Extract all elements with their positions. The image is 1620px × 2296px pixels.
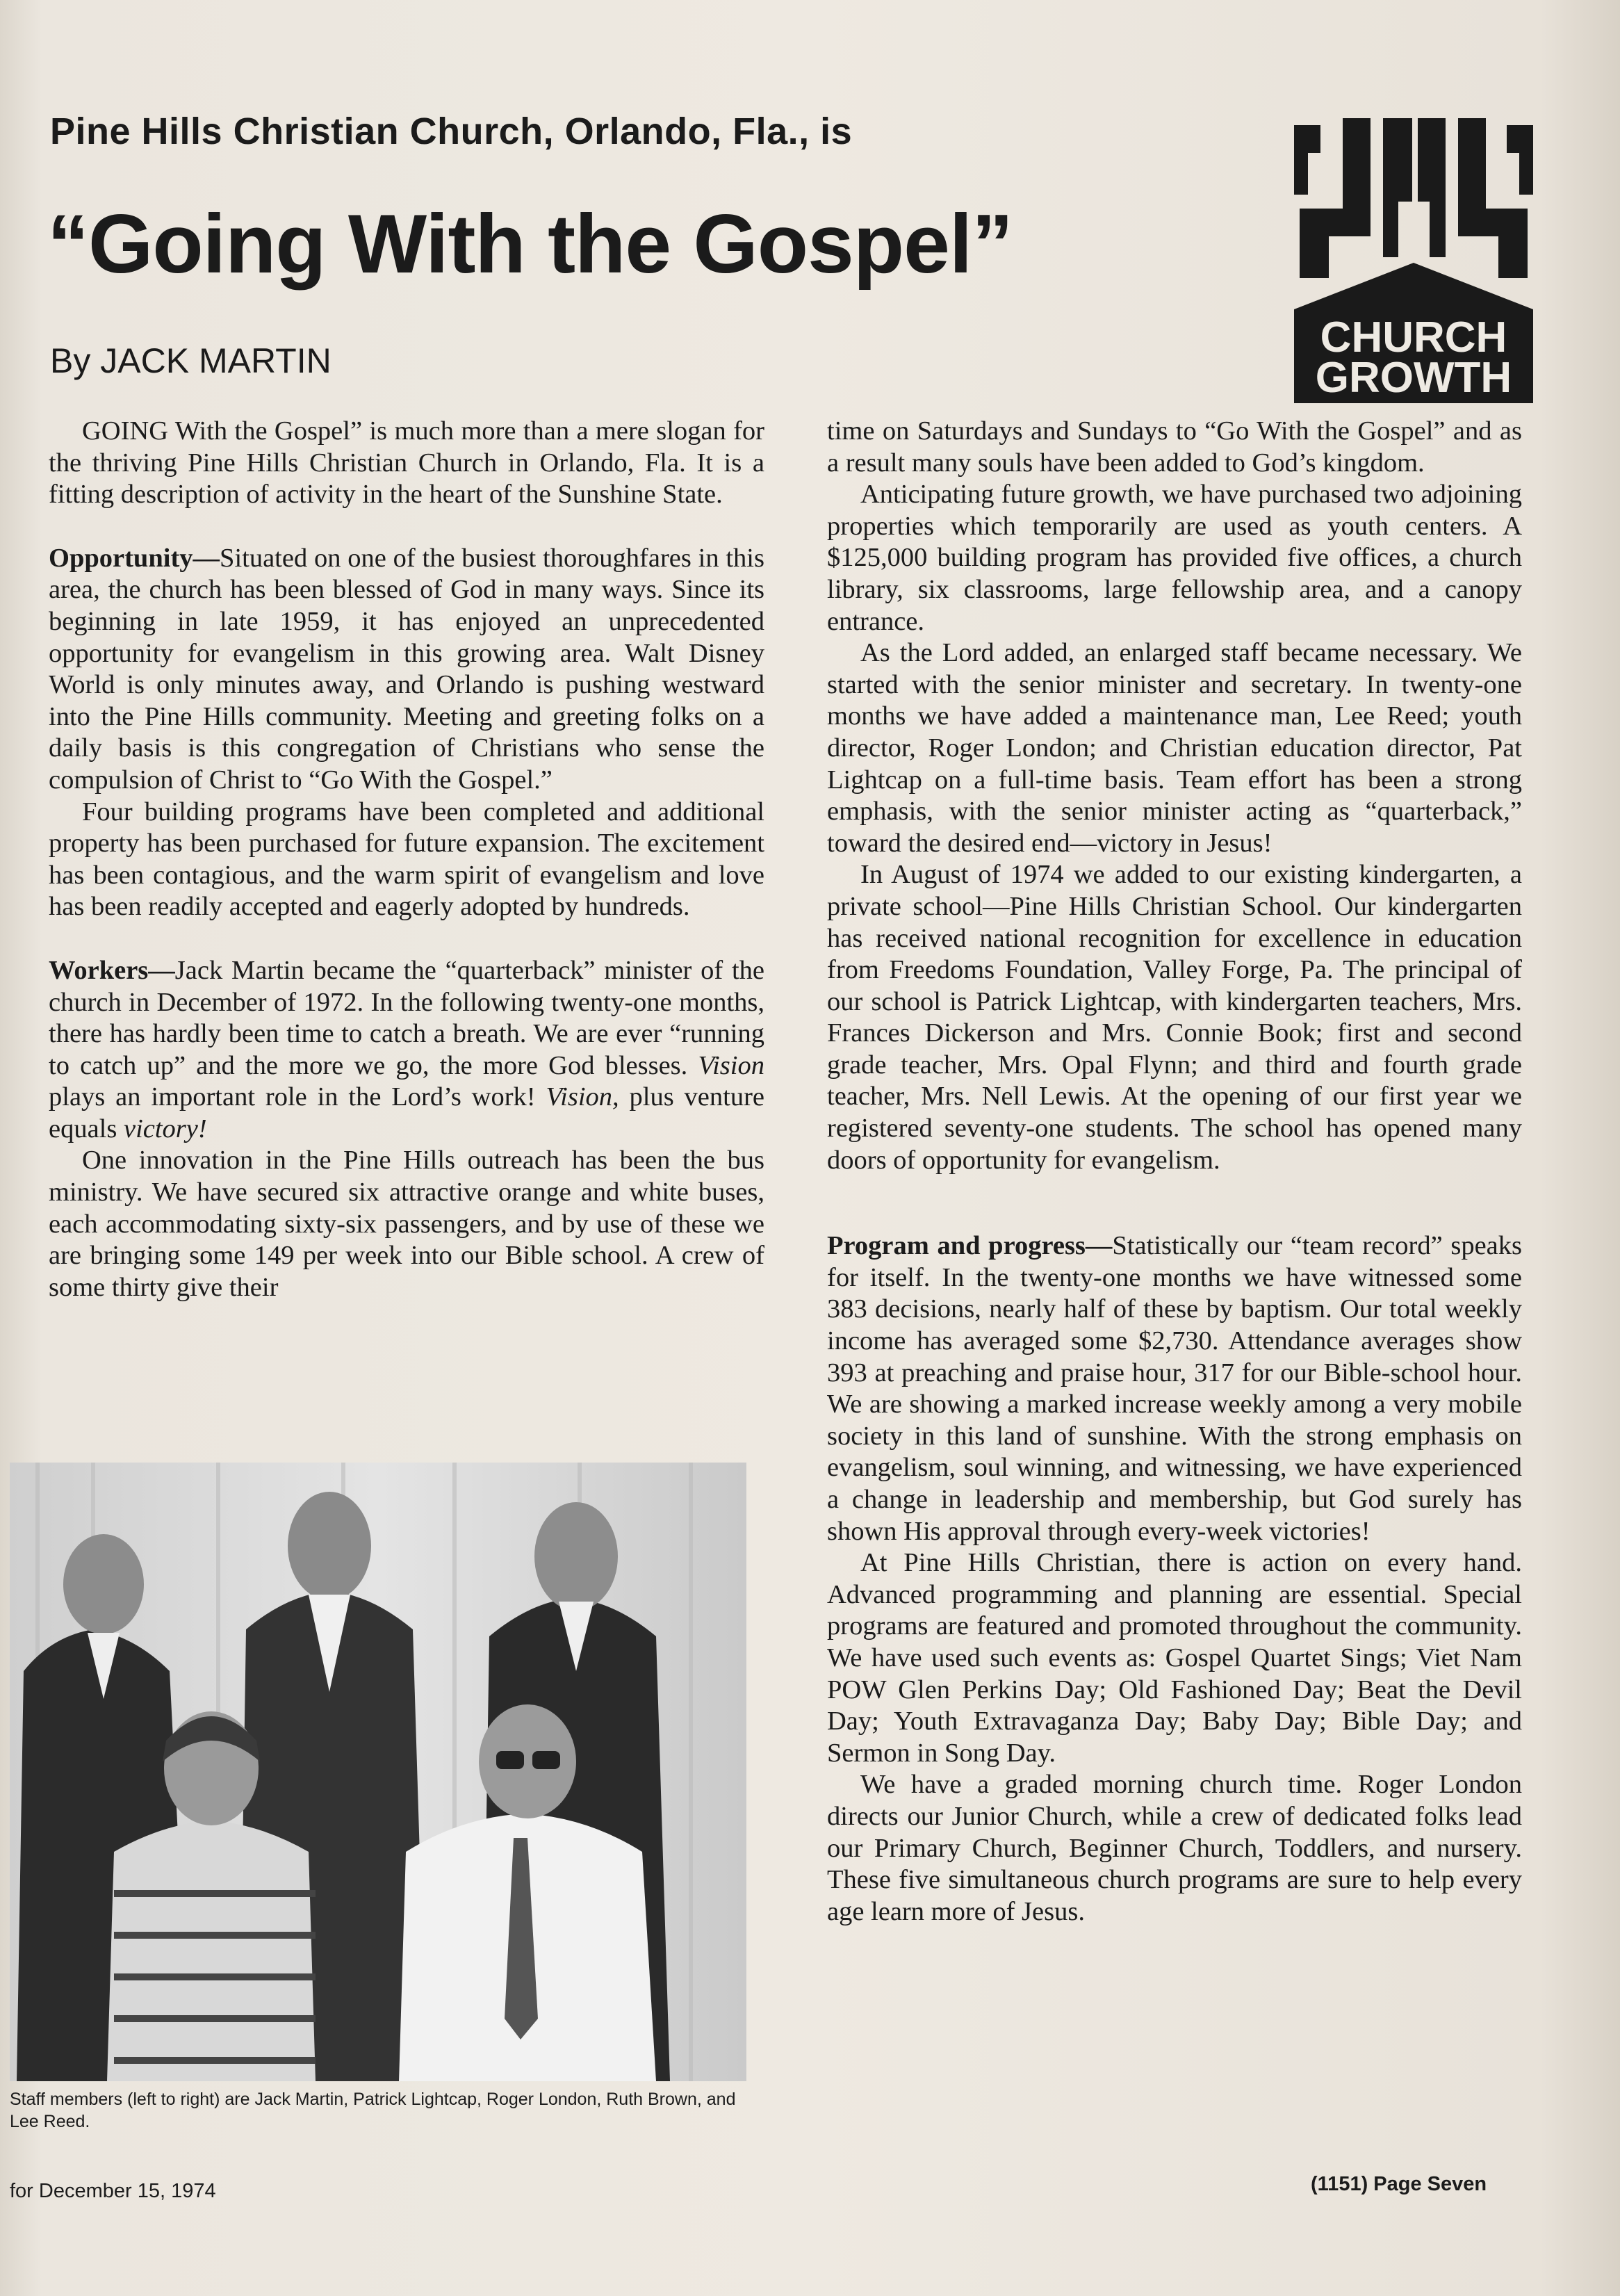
article-byline: By JACK MARTIN [50, 341, 332, 380]
paragraph-text: Jack Martin became the “quarterback” minister of the church in December of 1972. In the following twenty-one months, there has hardly been time to catch a breath. We are ever “running to catch up” and the more we go, the more God blesses. [49, 955, 764, 1080]
article-title: “Going With the Gospel” [47, 197, 1013, 291]
paragraph: One innovation in the Pine Hills outreach has been the bus ministry. We have secured six attractive orange and white buses, each accommodating sixty-six passengers, and by use of these we are bringing some 149 per week into our Bible school. A crew of some thirty give their [49, 1146, 764, 1302]
emphasis-text: Vision [698, 1050, 764, 1080]
paragraph: Anticipating future growth, we have purchased two adjoining properties which temporarily are used as youth centers. A $125,000 building program has provided five offices, a church library, six classrooms, large fellowship area, and a canopy entrance. [827, 480, 1522, 636]
logo-text-growth: GROWTH [1315, 354, 1512, 402]
paragraph-text: Statistically our “team record” speaks for itself. In the twenty-one months we have witnessed some 383 decisions, nearly half of these by baptism. Our total weekly income has averaged some $2,730. Attendance averages show 393 at preaching and praise hour, 317 for our Bible-school hour. We are showing a marked increase weekly among a very mobile society in this land of sunshine. With the strong emphasis on evangelism, soul winning, and witnessing, we have experienced a change in leadership and membership, but God surely has shown His approval through every-week victories! [827, 1231, 1522, 1546]
issue-date: for December 15, 1974 [10, 2180, 216, 2202]
section-heading-workers: Workers— [49, 955, 175, 985]
paragraph: Four building programs have been completed and additional property has been purchased for future expansion. The excitement has been contagious, and the warm spirit of evangelism and love has been readily accepted and eagerly adopted by hundreds. [49, 797, 764, 922]
paragraph-program [827, 1230, 1522, 1547]
paragraph: At Pine Hills Christian, there is action on every hand. Advanced programming and planning are essential. Special programs are featured and promoted throughout the community. We have used such events as: Gospel Quartet Sings; Viet Nam POW Glen Perkins Day; Old Fashioned Day; Beat the Devil Day; Youth Extravaganza Day; Baby Day; Bible Day; and Sermon in Song Day. [827, 1548, 1522, 1768]
emphasis-text: Vision, [546, 1082, 619, 1112]
page-number: (1151) Page Seven [1311, 2173, 1487, 2195]
paragraph: In August of 1974 we added to our existing kindergarten, a private school—Pine Hills Christian School. Our kindergarten has received national recognition for excellence in education from Freedoms Foundation, Valley Forge, Pa. The principal of our school is Patrick Lightcap, with kindergarten teachers, Mrs. Frances Dickerson and Mrs. Connie Book; first and second grade teacher, Mrs. Opal Flynn; and third and fourth grade teacher, Mrs. Nell Lewis. At the opening of our first year we registered seventy-one students. The school has opened many doors of opportunity for evangelism. [827, 860, 1522, 1175]
staff-photo [10, 1463, 746, 2081]
emphasis-text: victory! [123, 1114, 207, 1143]
paragraph-workers [49, 955, 764, 1146]
section-heading-program: Program and progress— [827, 1231, 1113, 1261]
article-kicker: Pine Hills Christian Church, Orlando, Fla., is [50, 111, 853, 152]
article-column-left [49, 416, 764, 1303]
paragraph-text: plus venture equals [49, 1082, 764, 1143]
paragraph: GOING With the Gospel” is much more than a mere slogan for the thriving Pine Hills Christian Church in Orlando, Fla. It is a fitting description of activity in the heart of the Sunshine State. [49, 416, 764, 510]
paragraph: We have a graded morning church time. Roger London directs our Junior Church, while a crew of dedicated folks lead our Primary Church, Beginner Church, Toddlers, and nursery. These five simultaneous church programs are sure to help every age learn more of Jesus. [827, 1770, 1522, 1926]
paragraph-opportunity [49, 543, 764, 797]
logo-text-church: CHURCH [1320, 314, 1507, 361]
paragraph: time on Saturdays and Sundays to “Go With the Gospel” and as a result many souls have been added to God’s kingdom. [827, 416, 1522, 478]
paragraph: As the Lord added, an enlarged staff became necessary. We started with the senior minister and secretary. In twenty-one months we have added a maintenance man, Lee Reed; youth director, Roger London; and Christian education director, Pat Lightcap on a full-time basis. Team effort has been a strong emphasis, with the senior minister acting as “quarterback,” toward the desired end—victory in Jesus! [827, 638, 1522, 858]
paragraph-text: Situated on one of the busiest thoroughfares in this area, the church has been blessed of God in many ways. Since its beginning in late 1959, it has enjoyed an unprecedented opportunity for evangelism in this growing area. Walt Disney World is only minutes away, and Orlando is pushing westward into the Pine Hills community. Meeting and greeting folks on a daily basis is this congregation of Christians who sense the compulsion of Christ to “Go With the Gospel.” [49, 543, 764, 795]
paragraph-text: plays an important role in the Lord’s work! [49, 1082, 546, 1112]
article-column-right [827, 416, 1522, 1928]
photo-caption: Staff members (left to right) are Jack Martin, Patrick Lightcap, Roger London, Ruth Brown, and Lee Reed. [10, 2090, 736, 2131]
church-growth-logo [1294, 111, 1533, 403]
section-heading-opportunity: Opportunity— [49, 543, 220, 573]
